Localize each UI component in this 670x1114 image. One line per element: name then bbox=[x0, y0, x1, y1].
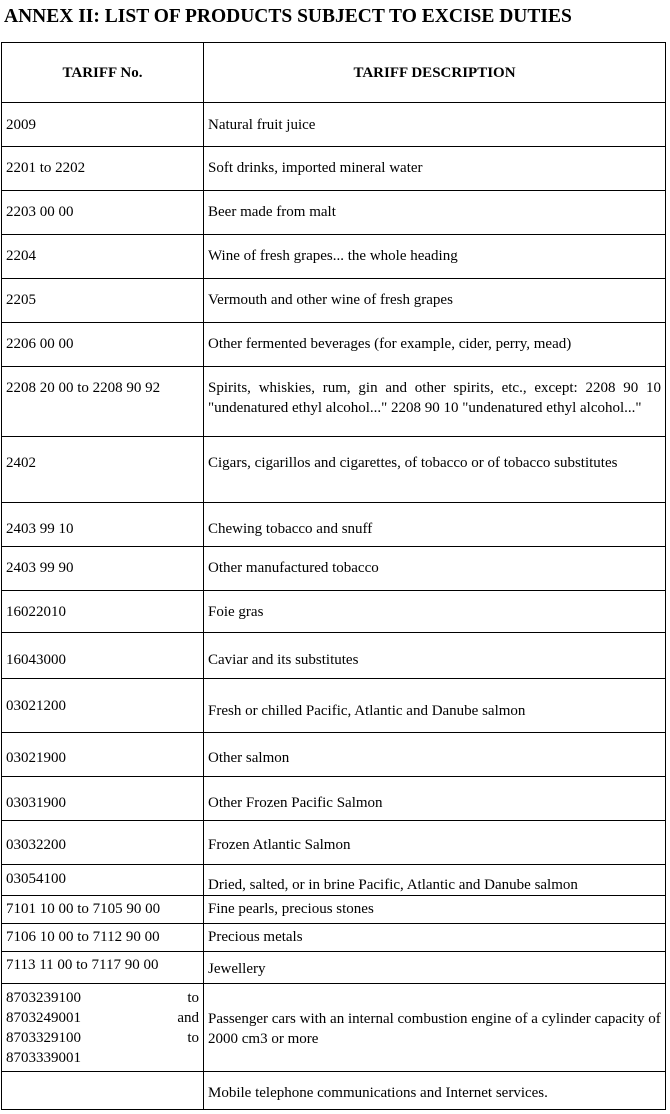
tariff-description-cell: Fine pearls, precious stones bbox=[204, 896, 666, 924]
tariff-code-cell: 7106 10 00 to 7112 90 00 bbox=[2, 924, 204, 952]
tariff-description-cell: Frozen Atlantic Salmon bbox=[204, 821, 666, 865]
table-row bbox=[2, 323, 666, 367]
header-tariff-no: TARIFF No. bbox=[2, 43, 204, 103]
table-row bbox=[2, 591, 666, 633]
excise-products-table bbox=[1, 42, 666, 1110]
tariff-description-cell: Precious metals bbox=[204, 924, 666, 952]
tariff-description-cell: Natural fruit juice bbox=[204, 103, 666, 147]
tariff-code-cell: 2009 bbox=[2, 103, 204, 147]
table-row bbox=[2, 503, 666, 547]
tariff-description-cell: Wine of fresh grapes... the whole heading bbox=[204, 235, 666, 279]
tariff-code-part: 8703329100 bbox=[6, 1030, 81, 1046]
table-row bbox=[2, 821, 666, 865]
table-row bbox=[2, 924, 666, 952]
header-tariff-description: TARIFF DESCRIPTION bbox=[204, 43, 666, 103]
tariff-description-cell: Other Frozen Pacific Salmon bbox=[204, 777, 666, 821]
tariff-code-cell: 7101 10 00 to 7105 90 00 bbox=[2, 896, 204, 924]
tariff-code-connector: to bbox=[187, 990, 199, 1006]
tariff-description-cell: Caviar and its substitutes bbox=[204, 633, 666, 679]
table-row bbox=[2, 235, 666, 279]
tariff-description-cell: Other fermented beverages (for example, cider, perry, mead) bbox=[204, 323, 666, 367]
tariff-description-cell: Passenger cars with an internal combustion engine of a cylinder capacity of 2000 cm3 or more bbox=[204, 984, 666, 1072]
tariff-code-cell: 2204 bbox=[2, 235, 204, 279]
tariff-description-cell: Fresh or chilled Pacific, Atlantic and Danube salmon bbox=[204, 679, 666, 733]
tariff-code-cell: 16022010 bbox=[2, 591, 204, 633]
tariff-code-cell bbox=[2, 984, 204, 1072]
tariff-code-cell: 03054100 bbox=[2, 865, 204, 896]
table-row bbox=[2, 679, 666, 733]
tariff-description-cell: Soft drinks, imported mineral water bbox=[204, 147, 666, 191]
table-row bbox=[2, 437, 666, 503]
table-row bbox=[2, 865, 666, 896]
tariff-description-cell: Other manufactured tobacco bbox=[204, 547, 666, 591]
tariff-code-cell: 2205 bbox=[2, 279, 204, 323]
tariff-code-part: 8703239100 bbox=[6, 990, 81, 1006]
table-row bbox=[2, 777, 666, 821]
tariff-code-cell: 2206 00 00 bbox=[2, 323, 204, 367]
tariff-code-cell: 03021200 bbox=[2, 679, 204, 733]
tariff-description-cell: Vermouth and other wine of fresh grapes bbox=[204, 279, 666, 323]
table-row bbox=[2, 952, 666, 984]
table-row bbox=[2, 984, 666, 1072]
tariff-code-cell: 2203 00 00 bbox=[2, 191, 204, 235]
tariff-code-cell: 2201 to 2202 bbox=[2, 147, 204, 191]
tariff-description-cell: Foie gras bbox=[204, 591, 666, 633]
tariff-description-cell: Beer made from malt bbox=[204, 191, 666, 235]
table-row bbox=[2, 147, 666, 191]
tariff-code-cell: 03032200 bbox=[2, 821, 204, 865]
table-row bbox=[2, 191, 666, 235]
tariff-code-cell: 03031900 bbox=[2, 777, 204, 821]
table-row bbox=[2, 896, 666, 924]
tariff-code-cell: 16043000 bbox=[2, 633, 204, 679]
tariff-code-part: 8703249001 bbox=[6, 1010, 81, 1026]
tariff-code-cell: 2403 99 10 bbox=[2, 503, 204, 547]
tariff-description-cell: Chewing tobacco and snuff bbox=[204, 503, 666, 547]
table-row bbox=[2, 103, 666, 147]
table-row bbox=[2, 279, 666, 323]
table-row bbox=[2, 633, 666, 679]
tariff-description-cell: Spirits, whiskies, rum, gin and other spirits, etc., except: 2208 90 10 "undenatured ethyl alcohol..." 2208 90 10 "undenatured ethyl alcohol..." bbox=[204, 367, 666, 437]
tariff-description-cell: Mobile telephone communications and Internet services. bbox=[204, 1072, 666, 1110]
tariff-code-connector: and bbox=[177, 1010, 199, 1026]
tariff-description-cell: Dried, salted, or in brine Pacific, Atlantic and Danube salmon bbox=[204, 865, 666, 896]
tariff-code-cell bbox=[2, 1072, 204, 1110]
tariff-description-cell: Cigars, cigarillos and cigarettes, of tobacco or of tobacco substitutes bbox=[204, 437, 666, 503]
table-row bbox=[2, 733, 666, 777]
tariff-code-cell: 2208 20 00 to 2208 90 92 bbox=[2, 367, 204, 437]
page-title: ANNEX II: LIST OF PRODUCTS SUBJECT TO EXCISE DUTIES bbox=[4, 6, 572, 27]
table-header-row bbox=[2, 43, 666, 103]
tariff-code-cell: 2403 99 90 bbox=[2, 547, 204, 591]
table-row bbox=[2, 1072, 666, 1110]
tariff-code-connector: to bbox=[187, 1030, 199, 1046]
tariff-code-cell: 03021900 bbox=[2, 733, 204, 777]
tariff-description-cell: Other salmon bbox=[204, 733, 666, 777]
table-row bbox=[2, 367, 666, 437]
tariff-code-cell: 7113 11 00 to 7117 90 00 bbox=[2, 952, 204, 984]
tariff-code-part: 8703339001 bbox=[6, 1050, 81, 1066]
table-row bbox=[2, 547, 666, 591]
tariff-description-cell: Jewellery bbox=[204, 952, 666, 984]
tariff-code-cell: 2402 bbox=[2, 437, 204, 503]
